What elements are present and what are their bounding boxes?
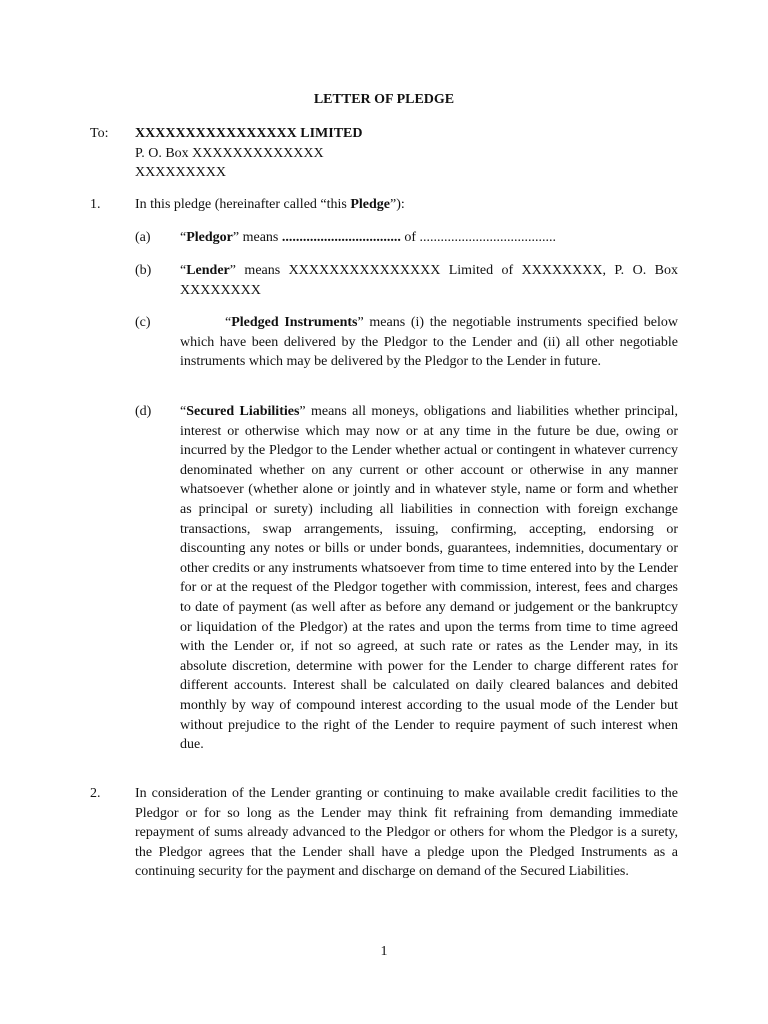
- item-b-quote: “: [180, 263, 187, 278]
- addressee-name: XXXXXXXXXXXXXXXX LIMITED: [135, 126, 363, 141]
- clause-1-item-c: [135, 313, 678, 393]
- clause-1-intro-text: In this pledge (hereinafter called “this: [135, 197, 351, 212]
- item-c-text: [180, 313, 678, 372]
- item-c-term: Pledged Instruments: [231, 315, 358, 330]
- item-b-text: [180, 261, 678, 300]
- item-c-label: (c): [135, 315, 151, 330]
- clause-1-intro-end: ”):: [390, 197, 405, 212]
- item-a-of: of: [400, 230, 420, 245]
- clause-1-item-a: [135, 228, 678, 248]
- clause-2-text: In consideration of the Lender granting or continuing to make available credit facilities to the Pledgor or for so long as the Lender may think fit refraining from demanding immediate repayment of sums already advanced to the Pledgor or others for whom the Pledgor is a surety, the Pledgor agrees that the Lender shall have a pledge upon the Pledged Instruments as a continuing security for the payment and discharge on demand of the Secured Liabilities.: [135, 786, 678, 880]
- item-a-blank-2: .......................................: [419, 230, 557, 245]
- item-d-text: [180, 402, 678, 755]
- page-number: 1: [380, 944, 388, 959]
- document-title: LETTER OF PLEDGE: [313, 92, 455, 107]
- item-a-quote: “: [180, 230, 187, 245]
- item-b-term: Lender: [186, 263, 230, 278]
- clause-2: [90, 784, 678, 904]
- clause-2-number: 2.: [90, 786, 101, 801]
- item-b-label: (b): [135, 263, 152, 278]
- clause-1: [90, 195, 678, 215]
- clause-1-item-d: [135, 402, 678, 772]
- item-a-label: (a): [135, 230, 151, 245]
- item-a-blank-1: ..................................: [281, 230, 401, 245]
- clause-1-intro: [135, 195, 678, 215]
- addressee-location: XXXXXXXXX: [135, 165, 226, 180]
- item-c-quote: “: [225, 315, 232, 330]
- clause-1-intro-term: Pledge: [350, 197, 391, 212]
- item-a-text: [180, 228, 678, 248]
- item-d-definition: ” means all moneys, obligations and liabilities whether principal, interest or otherwise which may now or at any time in the future be due, owing or incurred by the Pledgor to the Lender whether actual or contingent in whatever currency denominated whether on any current or other account or otherwise in any manner whatsoever (whether alone or jointly and in whatever style, name or form and whether as principal or surety) including all liabilities in connection with foreign exchange transactions, swap arrangements, issuing, confirming, accepting, endorsing or discounting any notes or bills or under bonds, guarantees, indemnities, documentary or other credits or any instruments whatsoever from time to time entered into by the Lender for or at the request of the Pledgor together with commission, interest, fees and charges to date of payment (as well after as before any demand or judgement or the bankruptcy or liquidation of the Pledgor) at the rates and upon the terms from time to time agreed with the Lender or, if not so agreed, at such rate or rates as the Lender may, in its absolute discretion, determine with power for the Lender to charge different rates for different accounts. Interest shall be calculated on daily cleared balances and debited monthly by way of compound interest according to the usual mode of the Lender but without prejudice to the right of the Lender to require payment of such interest when due.: [180, 404, 678, 753]
- addressee-po-box: P. O. Box XXXXXXXXXXXXX: [135, 145, 324, 161]
- item-a-term: Pledgor: [186, 230, 233, 245]
- item-b-definition: ” means XXXXXXXXXXXXXXX Limited of XXXXXXXX, P. O. Box XXXXXXXX: [180, 263, 678, 298]
- item-d-term: Secured Liabilities: [186, 404, 300, 419]
- item-c-definition: ” means (i) the negotiable instruments specified below which have been delivered by the Pledgor to the Lender and (ii) all other negotiable instruments which may be delivered by the Pledgor to the Lender in future.: [180, 315, 678, 370]
- clause-1-number: 1.: [90, 197, 101, 212]
- item-d-quote: “: [180, 404, 187, 419]
- addressee-lines: [135, 124, 363, 183]
- addressee-label: To:: [90, 126, 109, 141]
- clause-1-item-b: [135, 261, 678, 301]
- item-d-label: (d): [135, 404, 152, 419]
- item-a-means: ” means: [232, 230, 282, 245]
